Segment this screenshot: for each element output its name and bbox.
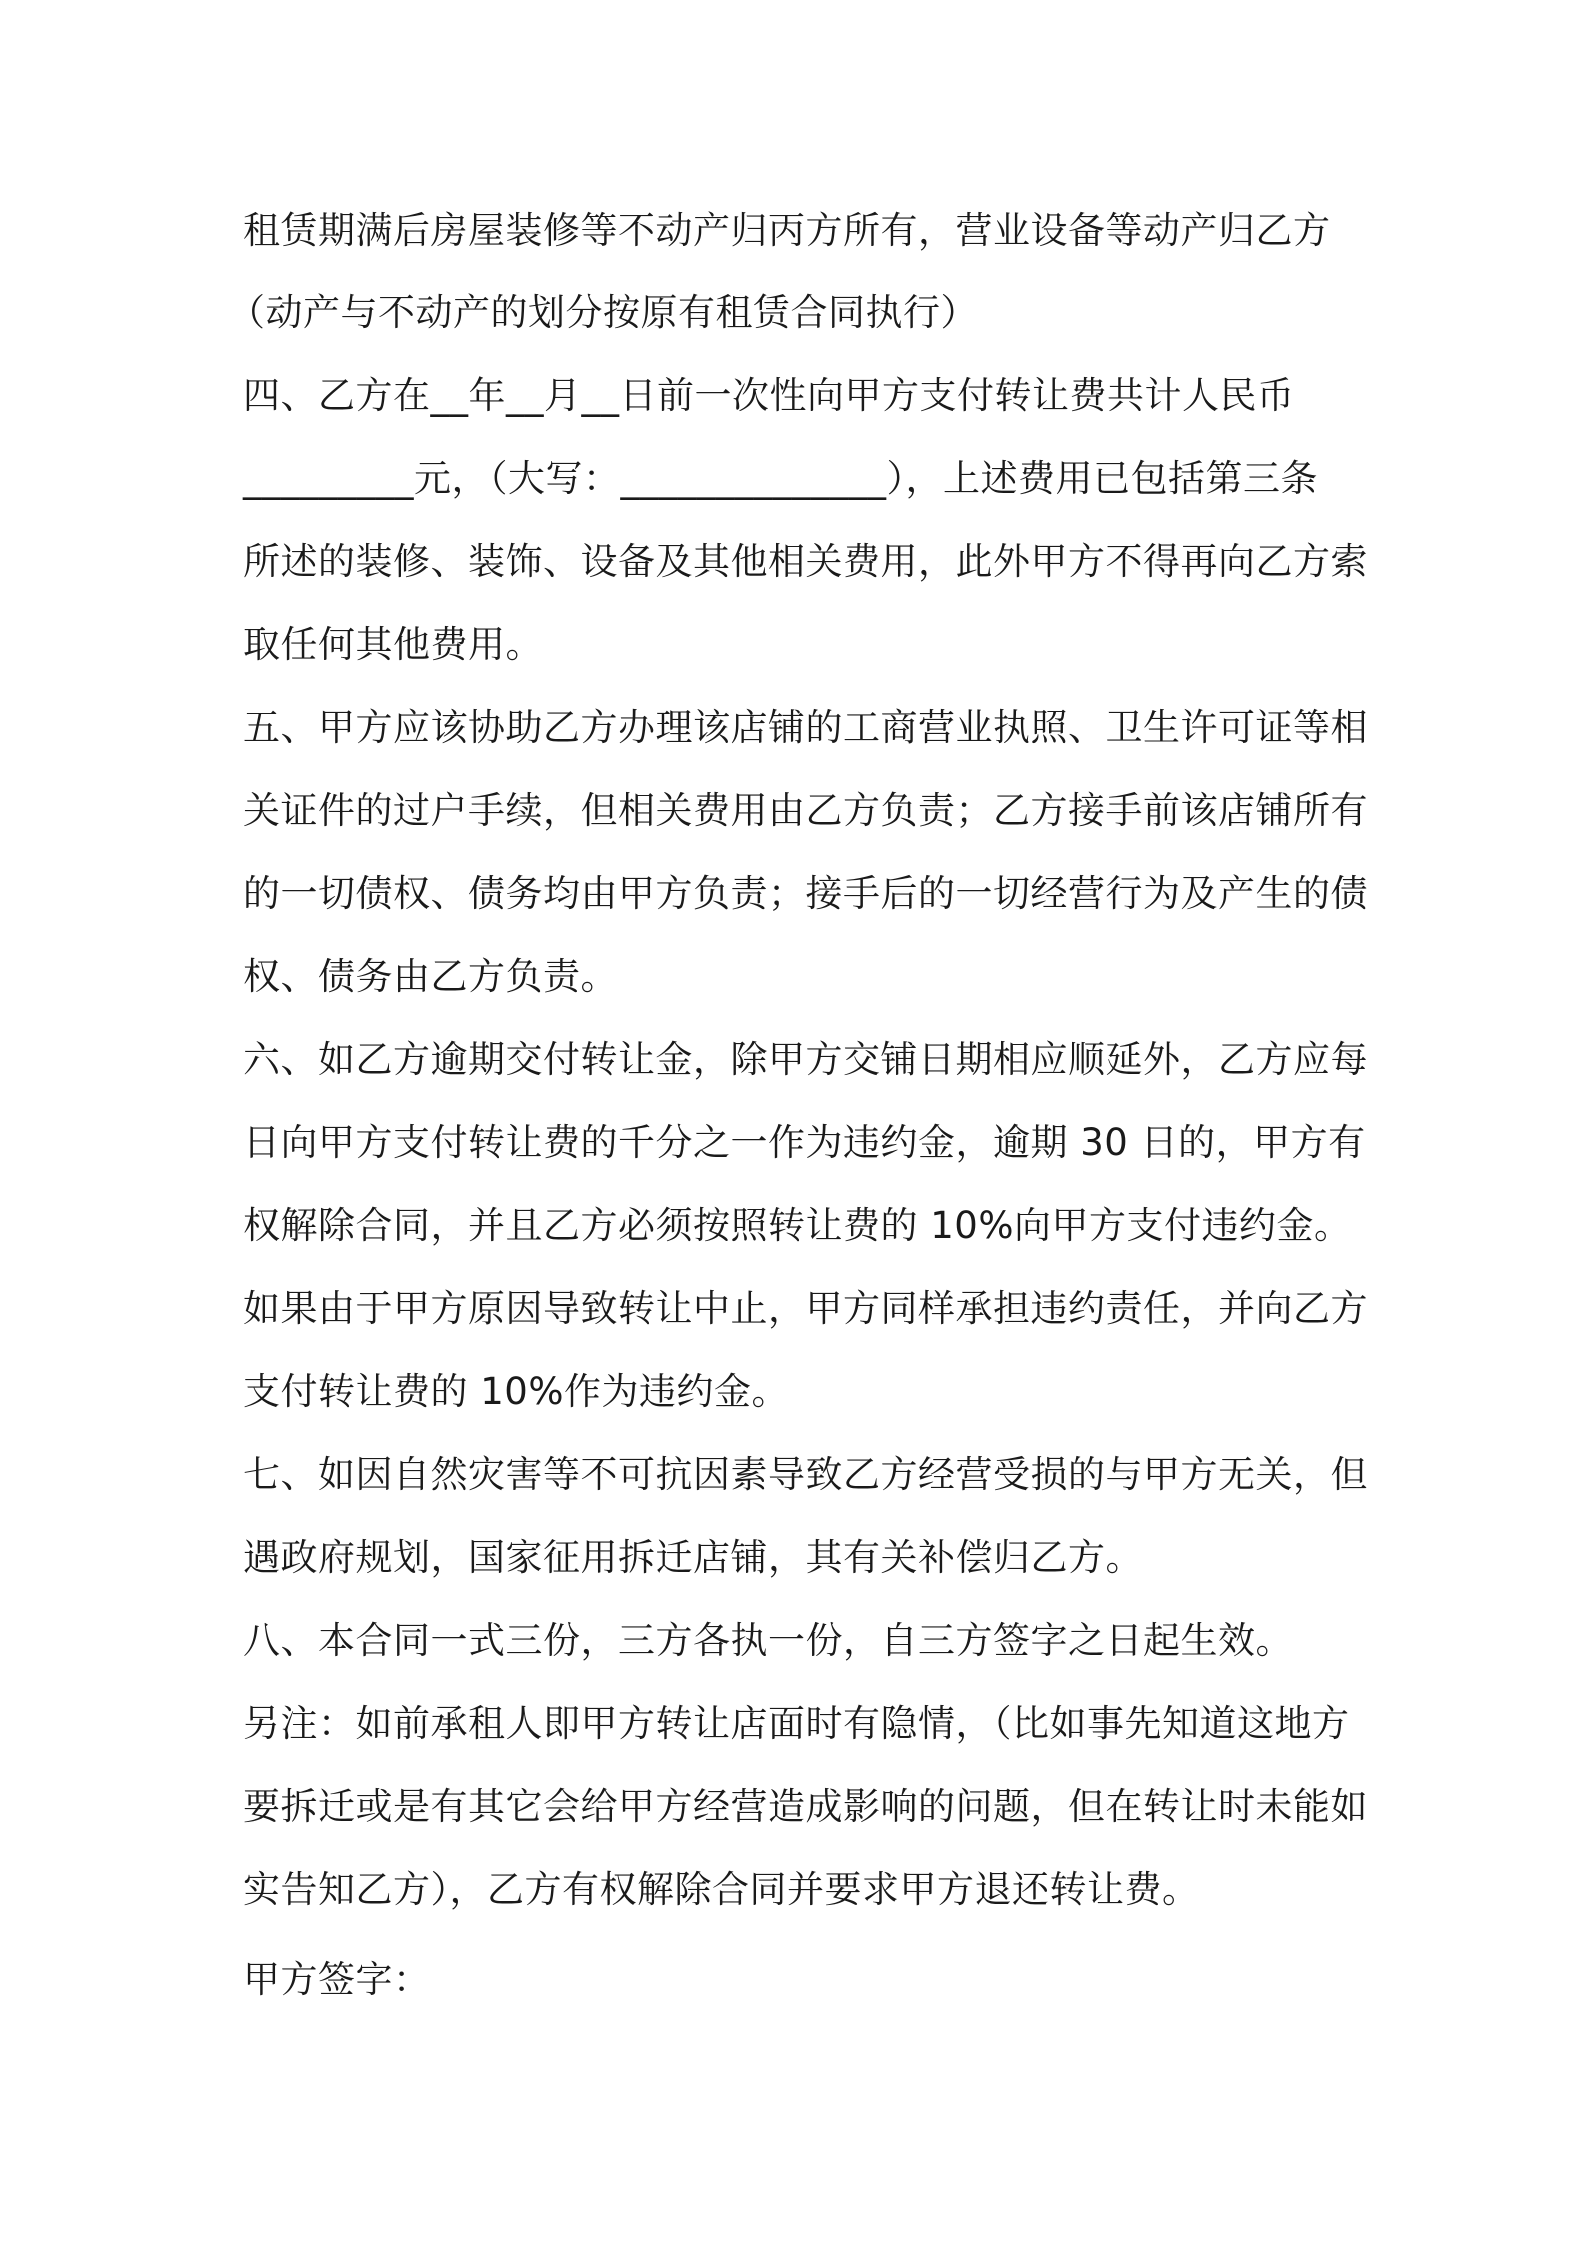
clause-4-line-4: 取任何其他费用。 — [243, 623, 543, 666]
text-line-1: 租赁期满后房屋装修等不动产归丙方所有，营业设备等动产归乙方 — [243, 209, 1331, 252]
clause-4-line-2: _________元，（大写：______________），上述费用已包括第三条 — [243, 457, 1318, 500]
clause-6-line-4: 如果由于甲方原因导致转让中止，甲方同样承担违约责任，并向乙方 — [243, 1287, 1368, 1330]
clause-6-line-5: 支付转让费的 10%作为违约金。 — [243, 1370, 789, 1413]
clause-5-line-1: 五、甲方应该协助乙方办理该店铺的工商营业执照、卫生许可证等相 — [243, 706, 1368, 749]
note-line-3: 实告知乙方），乙方有权解除合同并要求甲方退还转让费。 — [243, 1868, 1200, 1911]
text-line-2: （动产与不动产的划分按原有租赁合同执行） — [228, 291, 978, 334]
clause-4-line-1: 四、乙方在__年__月__日前一次性向甲方支付转让费共计人民币 — [243, 374, 1295, 417]
clause-7-line-1: 七、如因自然灾害等不可抗因素导致乙方经营受损的与甲方无关，但 — [243, 1453, 1368, 1496]
clause-5-line-3: 的一切债权、债务均由甲方负责；接手后的一切经营行为及产生的债 — [243, 872, 1368, 915]
clause-7-line-2: 遇政府规划，国家征用拆迁店铺，其有关补偿归乙方。 — [243, 1536, 1143, 1579]
note-line-2: 要拆迁或是有其它会给甲方经营造成影响的问题，但在转让时未能如 — [243, 1785, 1368, 1828]
note-line-1: 另注：如前承租人即甲方转让店面时有隐情，（比如事先知道这地方 — [243, 1702, 1350, 1745]
clause-6-line-1: 六、如乙方逾期交付转让金，除甲方交铺日期相应顺延外，乙方应每 — [243, 1038, 1368, 1081]
clause-5-line-2: 关证件的过户手续，但相关费用由乙方负责；乙方接手前该店铺所有 — [243, 789, 1368, 832]
clause-4-line-3: 所述的装修、装饰、设备及其他相关费用，此外甲方不得再向乙方索 — [243, 540, 1368, 583]
clause-5-line-4: 权、债务由乙方负责。 — [243, 955, 618, 998]
clause-6-line-3: 权解除合同，并且乙方必须按照转让费的 10%向甲方支付违约金。 — [243, 1204, 1352, 1247]
clause-8-line-1: 八、本合同一式三份，三方各执一份，自三方签字之日起生效。 — [243, 1619, 1293, 1662]
clause-6-line-2: 日向甲方支付转让费的千分之一作为违约金，逾期 30 日的，甲方有 — [243, 1121, 1366, 1164]
party-a-signature-label: 甲方签字： — [243, 1958, 431, 2001]
